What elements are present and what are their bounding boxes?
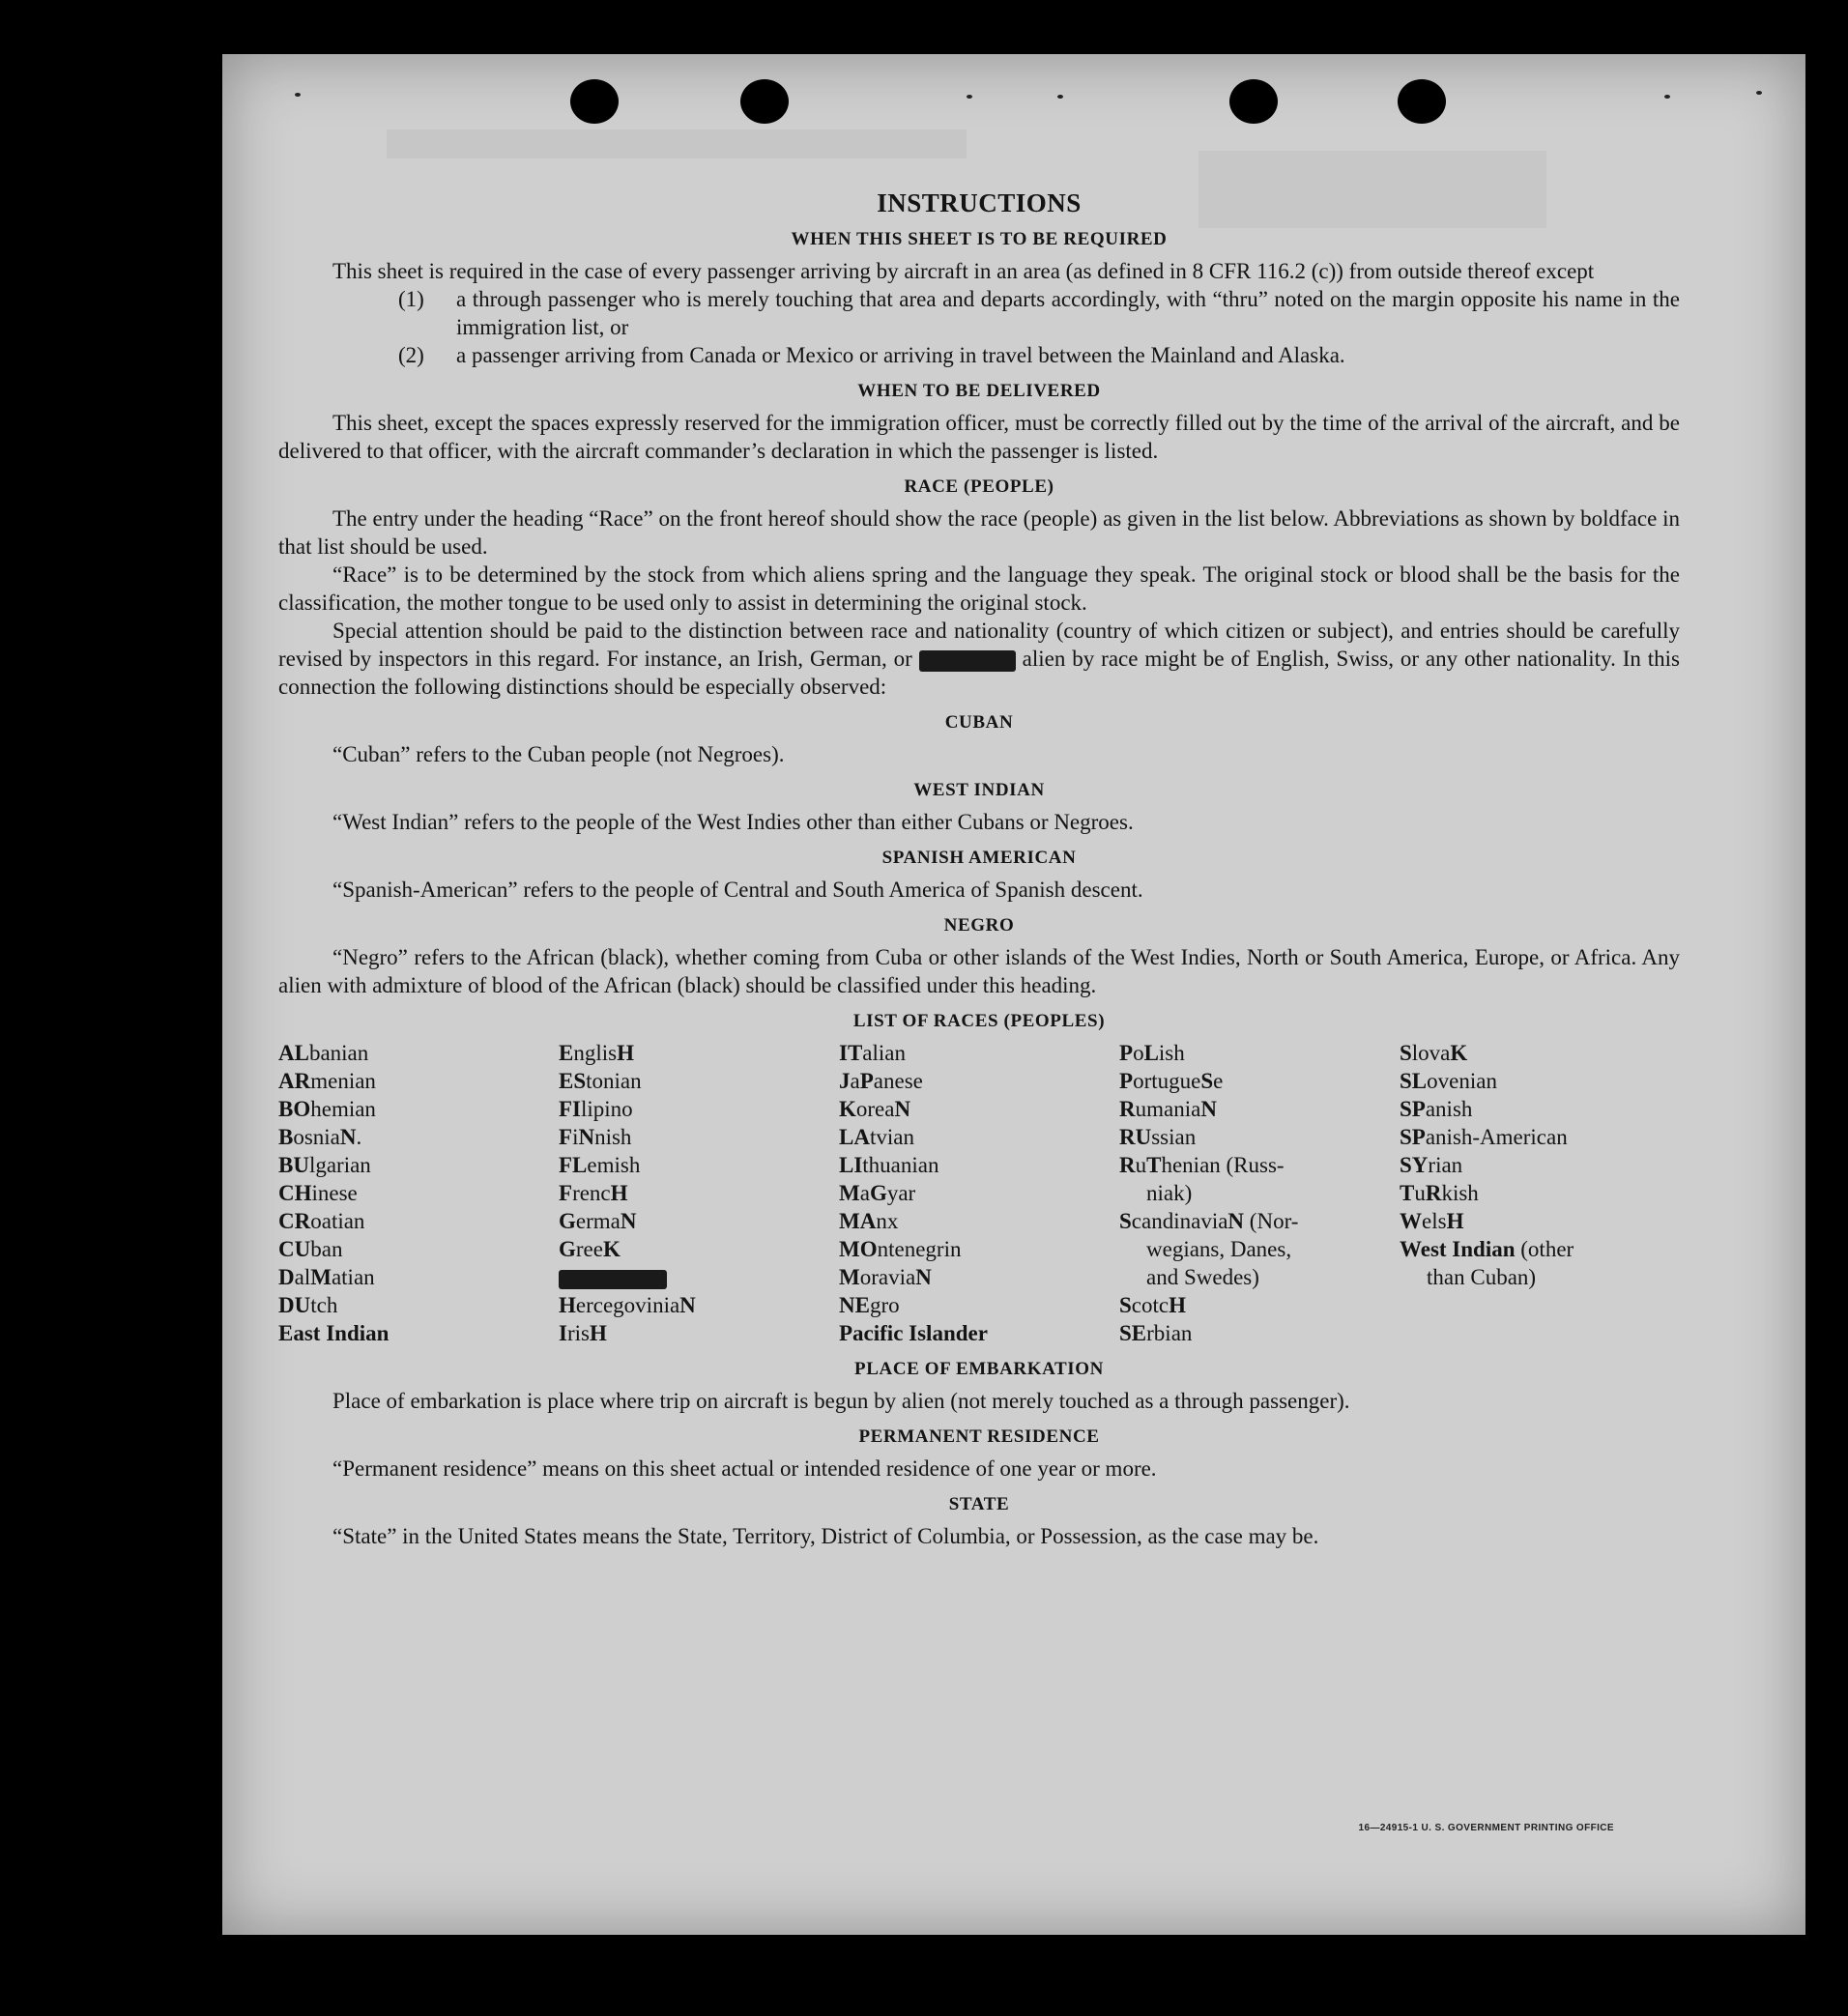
race-text: anish	[1425, 1097, 1473, 1121]
heading-west-indian: WEST INDIAN	[913, 780, 1045, 800]
race-abbrev: G	[869, 1181, 887, 1205]
race-text: ris	[566, 1321, 590, 1345]
exception-item-2	[398, 341, 1680, 369]
race-text: nglis	[573, 1041, 618, 1065]
speck	[1756, 91, 1762, 95]
heading-required: WHEN THIS SHEET IS TO BE REQUIRED	[791, 229, 1168, 249]
redaction-mark	[919, 650, 1016, 672]
race-entry	[559, 1207, 839, 1235]
spanish-american-text: “Spanish-American” refers to the people of Central and South America of Spanish descent.	[332, 878, 1143, 902]
race-abbrev: East Indian	[278, 1321, 390, 1345]
race-text: kish	[1441, 1181, 1479, 1205]
race-text: banian	[308, 1041, 369, 1065]
race-abbrev: M	[839, 1265, 860, 1289]
race-text: menian	[310, 1069, 376, 1093]
punch-hole	[1229, 79, 1278, 124]
exception-item-1	[398, 285, 1680, 341]
race-entry	[1119, 1123, 1400, 1151]
race-text: nx	[876, 1209, 899, 1233]
west-indian-text: “West Indian” refers to the people of the West Indies other than either Cubans or Negroes.	[332, 810, 1134, 834]
race-abbrev: R	[1119, 1097, 1136, 1121]
race-abbrev: N	[915, 1265, 932, 1289]
exception-text: a passenger arriving from Canada or Mexico or arriving in travel between the Mainland and Alaska.	[456, 343, 1345, 367]
race-entry	[559, 1095, 839, 1123]
exception-number: (1)	[398, 287, 424, 311]
race-abbrev: NE	[839, 1293, 870, 1317]
race-paragraph-1: The entry under the heading “Race” on the front hereof should show the race (people) as given in the list below. Abbreviations as shown by boldface in that list should be used.	[278, 506, 1680, 559]
race-entry	[559, 1151, 839, 1179]
race-entry	[839, 1235, 1119, 1263]
race-text: osnia	[293, 1125, 340, 1149]
race-text: ntenegrin	[877, 1237, 962, 1261]
race-abbrev: N	[894, 1097, 911, 1121]
race-abbrev: CU	[278, 1237, 311, 1261]
race-abbrev: P	[1119, 1069, 1134, 1093]
exception-number: (2)	[398, 343, 424, 367]
race-entry	[559, 1263, 839, 1291]
race-abbrev: S	[1200, 1069, 1214, 1093]
race-abbrev: H	[1169, 1293, 1186, 1317]
redaction-mark	[559, 1270, 667, 1289]
race-abbrev: M	[839, 1181, 860, 1205]
race-text: oravia	[859, 1265, 916, 1289]
race-text: anish-American	[1425, 1125, 1568, 1149]
race-text: oatian	[310, 1209, 365, 1233]
race-abbrev: T	[1400, 1181, 1415, 1205]
race-abbrev: AR	[278, 1069, 311, 1093]
heading-residence: PERMANENT RESIDENCE	[858, 1426, 1100, 1447]
race-text: u	[1414, 1181, 1426, 1205]
race-column	[559, 1039, 839, 1347]
race-text: emish	[587, 1153, 641, 1177]
race-text: rian	[1428, 1153, 1463, 1177]
race-text: gro	[869, 1293, 900, 1317]
race-abbrev: SY	[1400, 1153, 1429, 1177]
race-entry	[839, 1123, 1119, 1151]
race-abbrev: G	[559, 1209, 576, 1233]
race-text: o	[1133, 1041, 1144, 1065]
race-column	[1119, 1039, 1400, 1347]
race-text: atian	[331, 1265, 375, 1289]
race-entry	[839, 1207, 1119, 1235]
race-abbrev: K	[1450, 1041, 1468, 1065]
race-text: .	[356, 1125, 362, 1149]
race-entry	[1400, 1039, 1680, 1067]
race-abbrev: S	[1400, 1041, 1412, 1065]
race-entry	[1119, 1039, 1400, 1067]
race-entry	[1400, 1235, 1680, 1291]
race-column	[278, 1039, 559, 1347]
negro-text: “Negro” refers to the African (black), whether coming from Cuba or other islands of the West Indies, North or South America, Europe, or Africa. Any alien with admixture of blood of the African (black) should be classified under this heading.	[278, 945, 1680, 997]
race-text: a	[859, 1181, 870, 1205]
race-text: al	[294, 1265, 311, 1289]
race-text: ree	[575, 1237, 603, 1261]
race-abbrev: SE	[1119, 1321, 1147, 1345]
race-entry	[1400, 1095, 1680, 1123]
race-entry	[839, 1095, 1119, 1123]
heading-state: STATE	[948, 1494, 1010, 1514]
race-entry	[559, 1067, 839, 1095]
race-entry	[839, 1067, 1119, 1095]
punch-hole	[740, 79, 789, 124]
race-text: ortugue	[1133, 1069, 1201, 1093]
race-entry	[278, 1207, 559, 1235]
instructions-content	[278, 189, 1680, 1550]
race-entry	[1400, 1179, 1680, 1207]
race-entry	[839, 1319, 1119, 1347]
heading-negro: NEGRO	[943, 915, 1015, 936]
race-abbrev: E	[559, 1041, 574, 1065]
race-entry	[839, 1291, 1119, 1319]
race-text: i	[572, 1125, 579, 1149]
race-text: tvian	[869, 1125, 914, 1149]
speck	[1664, 95, 1670, 99]
race-text: ovenian	[1427, 1069, 1497, 1093]
race-abbrev: BU	[278, 1153, 309, 1177]
race-column	[839, 1039, 1119, 1347]
race-text: tch	[310, 1293, 338, 1317]
race-entry	[559, 1319, 839, 1347]
heading-embarkation: PLACE OF EMBARKATION	[854, 1359, 1104, 1379]
speck	[1057, 95, 1063, 99]
race-abbrev: IT	[839, 1041, 863, 1065]
exception-text: a through passenger who is merely touching that area and departs accordingly, with “thru” noted on the margin opposite his name in the immigration list, or	[456, 287, 1680, 339]
race-entry	[839, 1263, 1119, 1291]
race-continuation: and Swedes)	[1146, 1265, 1259, 1289]
race-abbrev: S	[1119, 1293, 1132, 1317]
race-text: anese	[873, 1069, 923, 1093]
race-text: lipino	[581, 1097, 633, 1121]
race-abbrev: H	[610, 1181, 628, 1205]
race-column	[1400, 1039, 1680, 1347]
race-paragraph-2: “Race” is to be determined by the stock from which aliens spring and the language they speak. The original stock or blood shall be the basis for the classification, the mother tongue to be used only to assist in determining the original stock.	[278, 562, 1680, 615]
race-text: renc	[572, 1181, 611, 1205]
race-abbrev: P	[1119, 1041, 1134, 1065]
race-text: ssian	[1151, 1125, 1197, 1149]
race-text: candinavia	[1131, 1209, 1228, 1233]
punch-hole	[570, 79, 619, 124]
punch-hole	[1398, 79, 1446, 124]
race-abbrev: LI	[839, 1153, 863, 1177]
race-abbrev: N	[679, 1293, 696, 1317]
form-sheet	[222, 54, 1805, 1935]
race-text: a	[850, 1069, 860, 1093]
race-abbrev: RU	[1119, 1125, 1152, 1149]
race-abbrev: SP	[1400, 1125, 1426, 1149]
race-entry	[559, 1235, 839, 1263]
race-abbrev: K	[602, 1237, 621, 1261]
race-abbrev: M	[310, 1265, 332, 1289]
race-text: (Nor-	[1244, 1209, 1299, 1233]
race-entry	[278, 1319, 559, 1347]
race-entry	[559, 1039, 839, 1067]
race-abbrev: N	[339, 1125, 357, 1149]
race-text: lova	[1411, 1041, 1451, 1065]
race-entry	[278, 1067, 559, 1095]
race-abbrev: N	[578, 1125, 595, 1149]
race-entry	[839, 1179, 1119, 1207]
race-text: tonian	[586, 1069, 642, 1093]
race-entry	[1119, 1067, 1400, 1095]
race-text: els	[1422, 1209, 1447, 1233]
race-abbrev: SL	[1400, 1069, 1428, 1093]
heading-race: RACE (PEOPLE)	[904, 476, 1054, 497]
race-text: henian (Russ-	[1161, 1153, 1285, 1177]
race-abbrev: J	[839, 1069, 851, 1093]
race-entry	[1400, 1123, 1680, 1151]
race-abbrev: BO	[278, 1097, 311, 1121]
race-abbrev: L	[1143, 1041, 1159, 1065]
race-text: erma	[575, 1209, 621, 1233]
race-abbrev: N	[1227, 1209, 1245, 1233]
race-continuation: niak)	[1146, 1181, 1193, 1205]
heading-spanish-american: SPANISH AMERICAN	[881, 848, 1077, 868]
required-intro: This sheet is required in the case of every passenger arriving by aircraft in an area (as defined in 8 CFR 116.2 (c)) from outside thereof except	[332, 259, 1595, 283]
race-entry	[278, 1095, 559, 1123]
speck	[967, 95, 972, 99]
page-title: INSTRUCTIONS	[877, 188, 1082, 217]
race-abbrev: H	[559, 1293, 576, 1317]
race-entry	[278, 1235, 559, 1263]
race-entry	[559, 1179, 839, 1207]
race-abbrev: CH	[278, 1181, 312, 1205]
race-list	[278, 1039, 1680, 1347]
race-entry	[278, 1151, 559, 1179]
race-abbrev: LA	[839, 1125, 870, 1149]
race-abbrev: ES	[559, 1069, 587, 1093]
race-abbrev: T	[1146, 1153, 1162, 1177]
race-text: hemian	[310, 1097, 376, 1121]
race-abbrev: B	[278, 1125, 294, 1149]
race-abbrev: K	[839, 1097, 856, 1121]
race-abbrev: D	[278, 1265, 295, 1289]
race-entry	[839, 1039, 1119, 1067]
bleed-through	[387, 130, 967, 158]
race-text: e	[1213, 1069, 1224, 1093]
race-abbrev: FL	[559, 1153, 588, 1177]
race-abbrev: W	[1400, 1209, 1422, 1233]
heading-delivered: WHEN TO BE DELIVERED	[857, 381, 1101, 401]
race-abbrev: R	[1425, 1181, 1442, 1205]
race-entry	[278, 1039, 559, 1067]
race-text: nish	[594, 1125, 632, 1149]
race-text: orea	[855, 1097, 895, 1121]
race-text: umania	[1135, 1097, 1201, 1121]
race-abbrev: CR	[278, 1209, 311, 1233]
race-abbrev: N	[1200, 1097, 1217, 1121]
race-entry	[559, 1123, 839, 1151]
race-abbrev: S	[1119, 1209, 1132, 1233]
race-text: yar	[886, 1181, 916, 1205]
race-text: u	[1135, 1153, 1147, 1177]
race-continuation: wegians, Danes,	[1146, 1237, 1292, 1261]
heading-cuban: CUBAN	[944, 712, 1014, 733]
race-abbrev: H	[1446, 1209, 1464, 1233]
printer-mark: 16—24915-1 U. S. GOVERNMENT PRINTING OFFICE	[1358, 1823, 1614, 1833]
race-entry	[559, 1291, 839, 1319]
race-paragraph-3	[278, 617, 1680, 701]
race-entry	[1119, 1291, 1400, 1319]
race-continuation: than Cuban)	[1427, 1265, 1537, 1289]
race-text: cotc	[1131, 1293, 1169, 1317]
race-entry	[278, 1179, 559, 1207]
race-text: lgarian	[308, 1153, 371, 1177]
race-abbrev: N	[620, 1209, 637, 1233]
race-entry	[1400, 1207, 1680, 1235]
race-text: ercegovinia	[575, 1293, 680, 1317]
delivered-text: This sheet, except the spaces expressly reserved for the immigration officer, must be correctly filled out by the time of the arrival of the aircraft, and be delivered to that officer, with the aircraft commander’s declaration in which the passenger is listed.	[278, 411, 1680, 463]
race-entry	[278, 1291, 559, 1319]
race-abbrev: I	[559, 1321, 567, 1345]
race-text: ban	[310, 1237, 343, 1261]
race-text: ish	[1158, 1041, 1185, 1065]
race-abbrev: R	[1119, 1153, 1136, 1177]
race-abbrev: SP	[1400, 1097, 1426, 1121]
embarkation-text: Place of embarkation is place where trip on aircraft is begun by alien (not merely touched as a through passenger).	[332, 1389, 1350, 1413]
race-entry	[1400, 1151, 1680, 1179]
race-abbrev: G	[559, 1237, 576, 1261]
race-abbrev: F	[559, 1181, 573, 1205]
race-entry	[1400, 1067, 1680, 1095]
race-entry	[278, 1263, 559, 1291]
race-text: (other	[1515, 1237, 1574, 1261]
speck	[295, 93, 301, 97]
race-abbrev: FI	[559, 1097, 581, 1121]
race-entry	[1119, 1207, 1400, 1291]
race-text: thuanian	[862, 1153, 939, 1177]
cuban-text: “Cuban” refers to the Cuban people (not Negroes).	[332, 742, 785, 766]
race-abbrev: MO	[839, 1237, 878, 1261]
race-abbrev: H	[617, 1041, 634, 1065]
race-entry	[1119, 1151, 1400, 1207]
race-abbrev: H	[589, 1321, 607, 1345]
race-text: inese	[311, 1181, 358, 1205]
race-abbrev: P	[859, 1069, 874, 1093]
race-entry	[1119, 1095, 1400, 1123]
race-abbrev: AL	[278, 1041, 309, 1065]
race-paragraph-3-start: Special attention should be paid to the distinction between race and nationality (country of which citizen or subject), and entries should be carefully revised by inspectors in this regard. For instance, an Irish, German, or	[278, 619, 1680, 671]
race-entry	[1119, 1319, 1400, 1347]
race-abbrev: Pacific Islander	[839, 1321, 988, 1345]
race-abbrev: MA	[839, 1209, 877, 1233]
race-paragraph-3-end: alien by race might be of English, Swiss, or any other nationality. In this connection the following distinctions should be especially observed:	[278, 647, 1681, 699]
state-text: “State” in the United States means the State, Territory, District of Columbia, or Possession, as the case may be.	[332, 1524, 1319, 1548]
race-text: alian	[862, 1041, 906, 1065]
race-abbrev: West Indian	[1400, 1237, 1516, 1261]
race-text: rbian	[1146, 1321, 1193, 1345]
residence-text: “Permanent residence” means on this sheet actual or intended residence of one year or more.	[332, 1456, 1157, 1481]
race-abbrev: F	[559, 1125, 573, 1149]
heading-list-of-races: LIST OF RACES (PEOPLES)	[852, 1011, 1106, 1031]
race-entry	[839, 1151, 1119, 1179]
race-abbrev: DU	[278, 1293, 311, 1317]
race-entry	[278, 1123, 559, 1151]
